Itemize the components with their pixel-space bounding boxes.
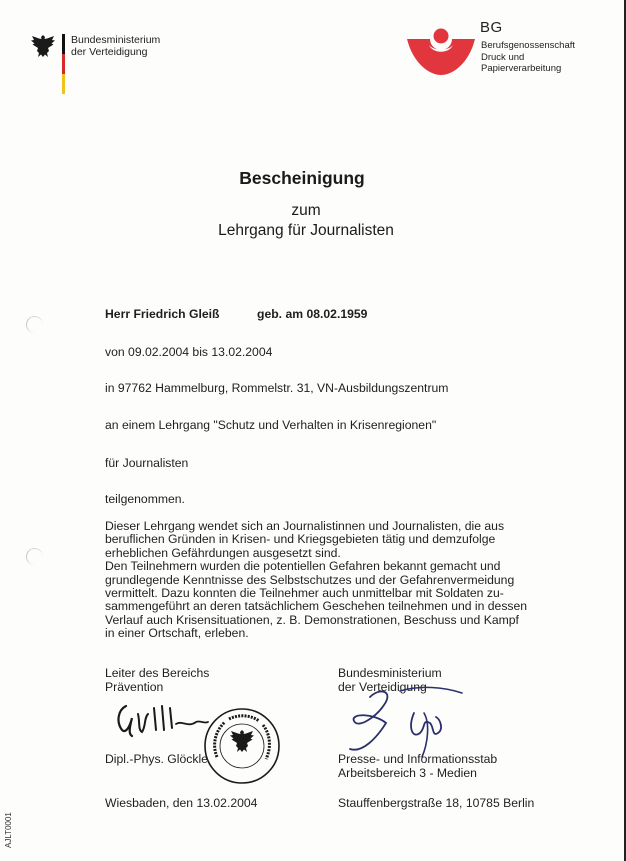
flag-black-stripe [62, 34, 65, 54]
form-code: AJLT0001 [4, 812, 13, 848]
description-line: grundlegende Kenntnisse des Selbstschutzes und der Gefahrenvermeidung [105, 572, 515, 587]
federal-eagle-icon [30, 33, 56, 59]
header-right-org-line1: Berufsgenossenschaft [481, 40, 576, 51]
description-line: vermittelt. Dazu konnten die Teilnehmer auch unmittelbar mit Soldaten zu- [105, 586, 504, 601]
header-left-org-line1: Bundesministerium [71, 34, 161, 46]
header-right-org-line3: Papierverarbeitung [481, 63, 562, 74]
right-org-line1: Bundesministerium [338, 666, 442, 680]
description-line: Den Teilnehmern wurden die potentiellen Gefahren bekannt gemacht und [105, 559, 501, 574]
header-left-org [71, 34, 160, 58]
flag-red-stripe [62, 54, 65, 74]
document-subtitle-1: zum [291, 202, 321, 219]
punch-hole-top [26, 316, 43, 333]
header-right-abbr: BG [480, 19, 503, 36]
header-left-org-line2: der Verteidigung [71, 46, 148, 58]
left-role-line2: Prävention [105, 680, 164, 694]
course-name: an einem Lehrgang "Schutz und Verhalten in Krisenregionen" [105, 418, 437, 432]
course-period: von 09.02.2004 bis 13.02.2004 [105, 345, 273, 359]
participant-name: Herr Friedrich Gleiß [105, 307, 220, 321]
right-org-line2: der Verteidigung [338, 680, 427, 694]
right-handwritten-signature [340, 683, 470, 763]
participant-birth: geb. am 08.02.1959 [257, 307, 368, 321]
description-paragraph [105, 520, 545, 641]
left-handwritten-signature [112, 700, 212, 740]
right-address: Stauffenbergstraße 18, 10785 Berlin [338, 796, 535, 810]
description-line: sammengeführt an deren tatsächlichem Geschehen teilnehmen und in dessen [105, 599, 528, 614]
header-right-org-line2: Druck und [481, 51, 525, 63]
right-unit-line2: Arbeitsbereich 3 - Medien [338, 766, 477, 780]
header-right-org [481, 40, 575, 75]
flag-gold-stripe [62, 74, 65, 94]
description-line: erheblichen Gefährdungen ausgesetzt sind. [105, 545, 341, 560]
right-signatory-unit [338, 752, 497, 780]
document-subtitle-2: Lehrgang für Journalisten [218, 222, 394, 239]
official-stamp-icon [203, 707, 281, 785]
course-location: in 97762 Hammelburg, Rommelstr. 31, VN-Ausbildungszentrum [105, 381, 449, 395]
description-line: in einer Ortschaft, erleben. [105, 626, 249, 641]
description-line: Verlauf auch Krisensituationen, z. B. Demonstrationen, Beschuss und Kampf [105, 612, 519, 627]
left-role-line1: Leiter des Bereichs [105, 666, 210, 680]
bg-logo-icon [405, 27, 477, 77]
description-line: Dieser Lehrgang wendet sich an Journalistinnen und Journalisten, die aus [105, 519, 505, 533]
left-signatory-role [105, 666, 209, 694]
punch-hole-bottom [26, 548, 43, 565]
left-signatory-name: Dipl.-Phys. Glöckle [105, 752, 208, 766]
course-target: für Journalisten [105, 456, 189, 470]
document-title: Bescheinigung [239, 168, 365, 188]
description-line: beruflichen Gründen in Krisen- und Kriegsgebieten tätig und demzufolge [105, 532, 496, 547]
left-place-date: Wiesbaden, den 13.02.2004 [105, 796, 258, 810]
right-unit-line1: Presse- und Informationsstab [338, 752, 498, 766]
participation-text: teilgenommen. [105, 492, 185, 506]
